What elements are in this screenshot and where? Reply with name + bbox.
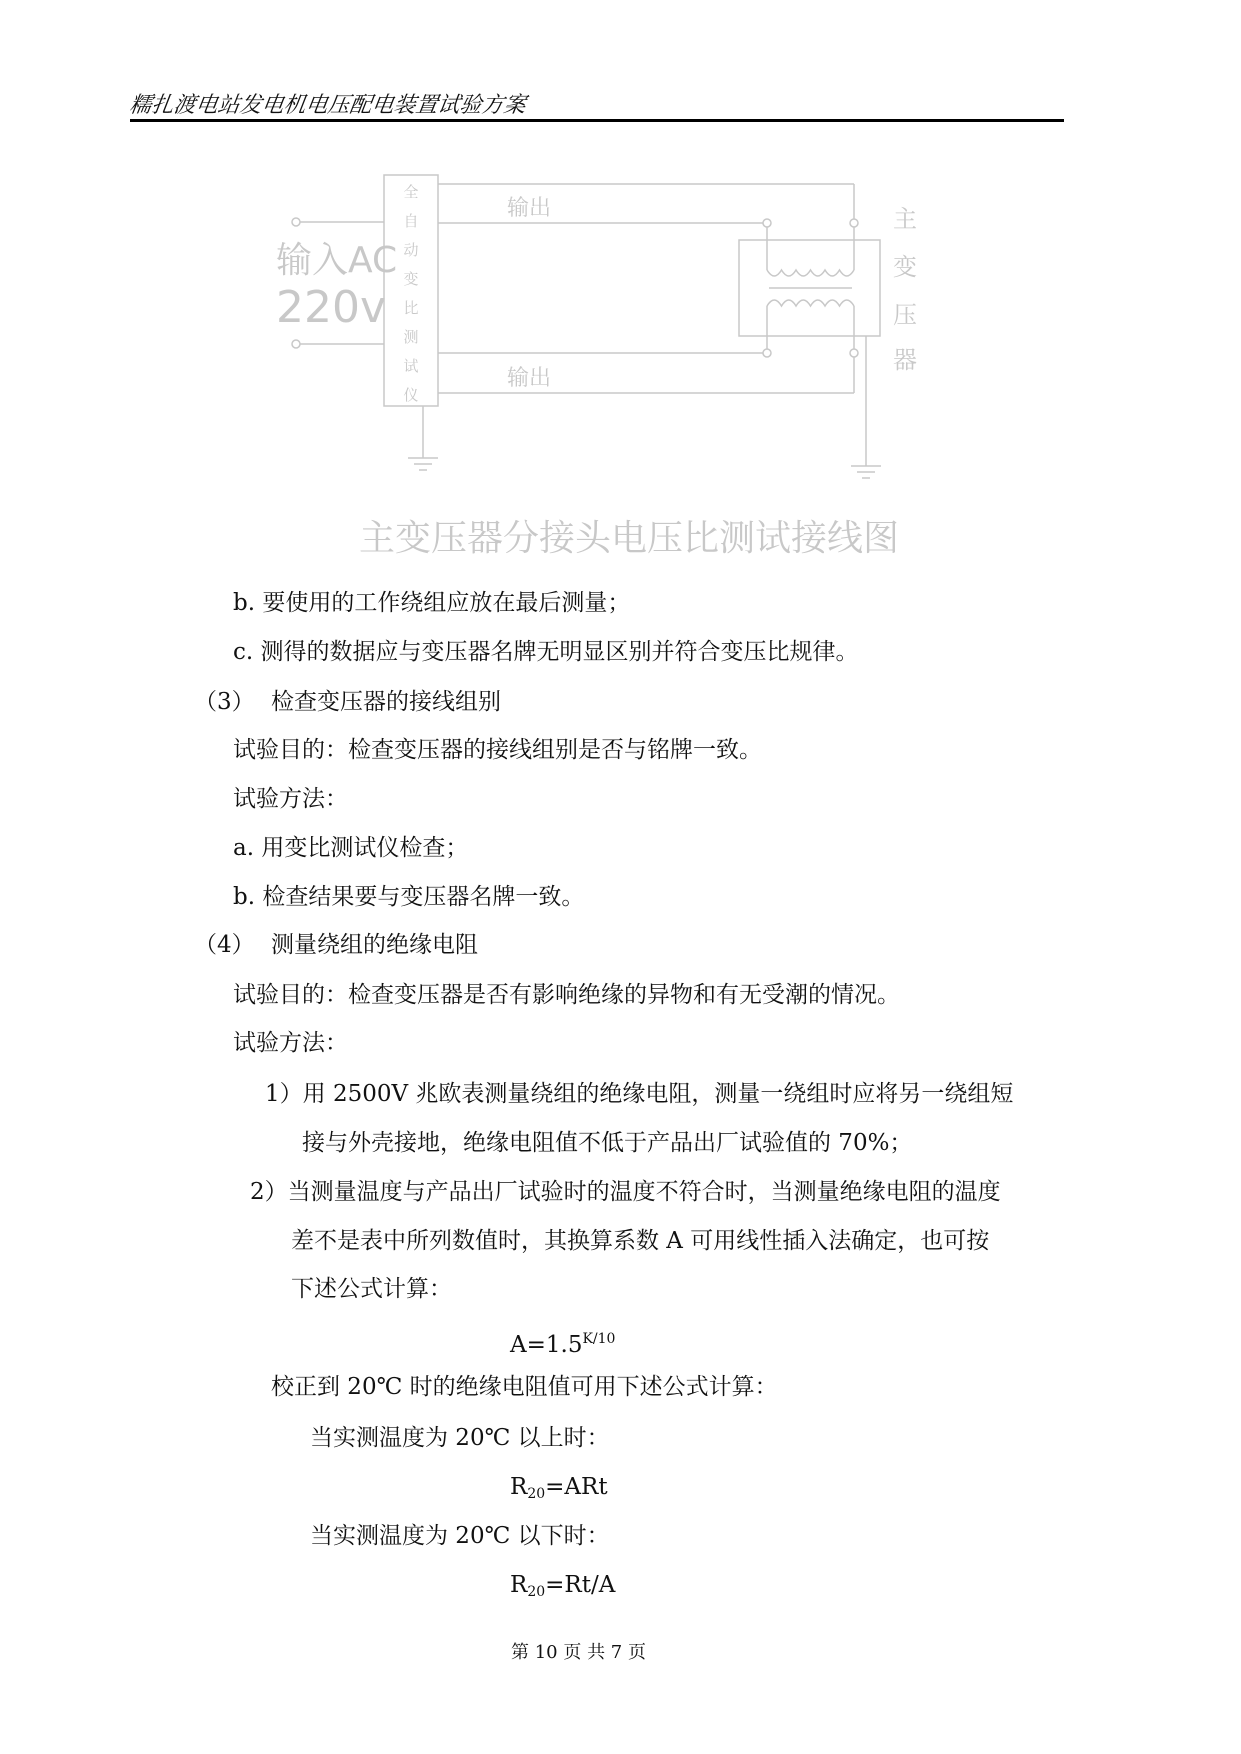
input-voltage-label: 220v (276, 282, 387, 333)
item-2-line-2: 差不是表中所列数值时，其换算系数 A 可用线性插入法确定，也可按 (291, 1228, 990, 1254)
formula-rest: =Rt/A (545, 1572, 616, 1598)
lower-coil (767, 300, 854, 306)
section-4-purpose: 试验目的：检查变压器是否有影响绝缘的异物和有无受潮的情况。 (233, 982, 900, 1008)
transformer-label-char: 变 (893, 253, 917, 281)
formula-sub: 20 (527, 1486, 546, 1502)
formula-r20-above (510, 1473, 608, 1508)
formula-a-exponent: K/10 (582, 1331, 616, 1347)
device-label-char: 全 (403, 183, 419, 201)
section-3-item-b: b. 检查结果要与变压器名牌一致。 (233, 884, 585, 910)
correction-text: 校正到 20℃ 时的绝缘电阻值可用下述公式计算： (271, 1374, 778, 1400)
section-4-title: 测量绕组的绝缘电阻 (271, 932, 478, 958)
input-label: 输入AC (276, 240, 398, 281)
section-3-number: （3） (194, 689, 255, 715)
formula-rest: =ARt (545, 1474, 608, 1500)
section-4-number: （4） (194, 932, 255, 958)
section-3-item-a: a. 用变比测试仪检查； (233, 835, 469, 861)
formula-r: R (510, 1474, 528, 1500)
output-label-bottom: 输出 (507, 366, 552, 391)
section-3-title: 检查变压器的接线组别 (271, 689, 501, 715)
device-label-char: 测 (403, 328, 419, 346)
output-label-top: 输出 (507, 196, 552, 221)
formula-a-base: A=1.5 (510, 1332, 583, 1358)
formula-a (510, 1325, 615, 1359)
transformer-label-char: 主 (893, 205, 917, 233)
formula-r: R (510, 1572, 528, 1598)
page-footer: 第 10 页 共 7 页 (511, 1642, 646, 1663)
section-3-method: 试验方法： (233, 786, 348, 812)
device-label-char: 比 (403, 299, 419, 317)
input-terminal (292, 340, 300, 348)
wiring-diagram (0, 0, 1241, 560)
upper-coil (767, 270, 854, 276)
item-2-line-1: 2）当测量温度与产品出厂试验时的温度不符合时，当测量绝缘电阻的温度 (250, 1179, 1001, 1205)
transformer-label-char: 压 (893, 301, 917, 329)
item-b: b. 要使用的工作绕组应放在最后测量； (233, 590, 631, 616)
device-label-char: 变 (403, 270, 419, 288)
diagram-caption: 主变压器分接头电压比测试接线图 (358, 518, 900, 559)
item-c: c. 测得的数据应与变压器名牌无明显区别并符合变压比规律。 (233, 639, 859, 665)
device-label-char: 动 (403, 241, 419, 259)
section-3-purpose: 试验目的：检查变压器的接线组别是否与铭牌一致。 (233, 737, 762, 763)
device-label-char: 试 (403, 357, 419, 375)
section-4-method: 试验方法： (233, 1030, 348, 1056)
device-label-char: 仪 (403, 386, 419, 404)
item-1-line-1: 1）用 2500V 兆欧表测量绕组的绝缘电阻，测量一绕组时应将另一绕组短 (265, 1081, 1014, 1107)
transformer-label-char: 器 (893, 346, 917, 374)
input-terminal (292, 218, 300, 226)
below-20-text: 当实测温度为 20℃ 以下时： (310, 1523, 610, 1549)
item-2-line-3: 下述公式计算： (291, 1276, 452, 1302)
device-label-char: 自 (403, 212, 419, 230)
formula-r20-below (510, 1571, 615, 1606)
above-20-text: 当实测温度为 20℃ 以上时： (310, 1425, 610, 1451)
item-1-line-2: 接与外壳接地，绝缘电阻值不低于产品出厂试验值的 70%； (302, 1130, 913, 1156)
formula-sub: 20 (527, 1584, 546, 1600)
header-title: 糯扎渡电站发电机电压配电装置试验方案 (127, 93, 528, 118)
